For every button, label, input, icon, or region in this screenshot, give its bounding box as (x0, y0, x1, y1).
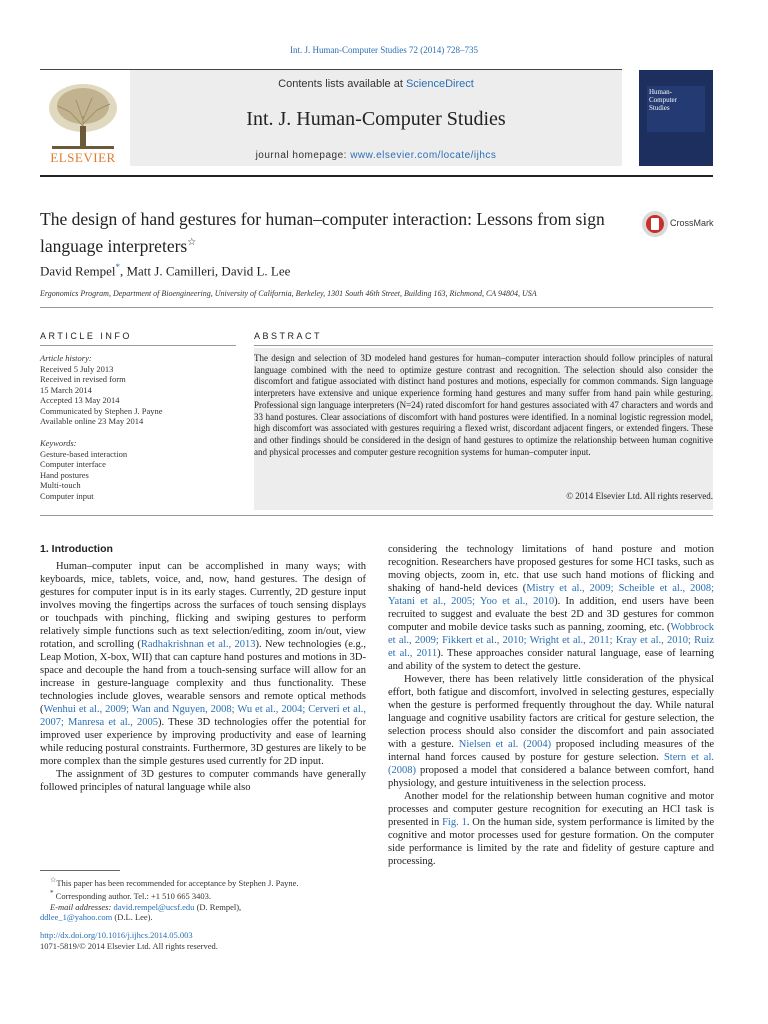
contents-line (130, 78, 622, 90)
contents-prefix: Contents lists available at (278, 78, 406, 90)
elsevier-wordmark: ELSEVIER (50, 150, 116, 165)
crossmark-badge[interactable] (641, 210, 721, 240)
sciencedirect-link[interactable]: ScienceDirect (405, 78, 474, 90)
keyword-item: Hand postures (40, 469, 89, 480)
history-item: 15 March 2014 (40, 384, 92, 395)
text-run: ). In addition, end users have been recruited to suggest and evaluate the best 2D and 3D gestures for common computer and mobile device tasks such as panning, zooming, etc. ( (388, 596, 714, 633)
crossmark-label: CrossMark (670, 218, 714, 228)
text-run: considering the technology limitations of hand posture and motion recognition. Researchers have proposed gestures for some HCI tasks, such as moving objects, zoom in, etc. that use such hand motions of flicking and shaking of hand-held devices ( (388, 544, 714, 594)
footnote-star: ☆This paper has been recommended for acceptance by Stephen J. Payne. (50, 876, 299, 888)
article-title (40, 208, 630, 258)
citation-link[interactable]: Wobbrock et al., 2009; Fikkert et al., 2010; Wright et al., 2011; Kray et al., 2010; Ruiz et al., 2011 (388, 622, 714, 659)
text-run: proposed a model that considered a balance between comfort, hand physiology, and gesture intuitiveness in the selection process. (388, 765, 714, 789)
history-item: Received 5 July 2013 (40, 363, 114, 374)
affiliation-rule (40, 307, 713, 308)
intro-paragraph (388, 543, 714, 673)
article-info-rule (40, 345, 236, 346)
affiliation: Ergonomics Program, Department of Bioengineering, University of California, Berkeley, 1301 South 46th Street, Building 163, Richmond, CA 94804, USA (40, 289, 537, 298)
footnote-emails (40, 902, 370, 913)
text-run: ). These 3D technologies offer the potential for improved user experience by improving productivity and ease of learning while reducing postural constraints. Furthermore, 3D gestures are likely to be more complex than the simple gestures used currently for 2D input. (40, 717, 366, 767)
journal-citation-link[interactable]: Int. J. Human-Computer Studies 72 (2014) 728–735 (290, 45, 478, 55)
email-owner: (D. Rempel), (194, 901, 242, 912)
footnotes (40, 875, 370, 923)
doi-block (40, 930, 218, 952)
footnote-text: This paper has been recommended for acceptance by Stephen J. Payne. (56, 877, 299, 888)
abstract-copyright: © 2014 Elsevier Ltd. All rights reserved. (566, 491, 713, 501)
citation-link[interactable]: Stern et al. (2008) (388, 752, 714, 776)
intro-paragraph (388, 790, 714, 868)
footnote-rule (40, 870, 120, 871)
text-run: . On the human side, system performance is limited by the cognitive and motor processes used for gesture formation. On the computer side performance is limited by the rate and fidelity of gesture capture and processing. (388, 817, 714, 867)
email-link[interactable]: ddlee_1@yahoo.com (40, 912, 113, 923)
citation-link[interactable]: Nielsen et al. (2004) (458, 739, 552, 750)
journal-cover (639, 70, 713, 166)
text-run: proposed including measures of the internal hand forces caused by posture for gesture selection. (388, 739, 714, 763)
issn-line: 1071-5819/© 2014 Elsevier Ltd. All rights reserved. (40, 941, 218, 951)
authors-line (40, 262, 290, 279)
doi-link[interactable]: http://dx.doi.org/10.1016/j.ijhcs.2014.05.003 (40, 930, 193, 940)
history-item: Available online 23 May 2014 (40, 416, 144, 426)
corresponding-author-mark[interactable]: * (115, 262, 120, 272)
article-history (40, 353, 236, 427)
text-run: Another model for the relationship between human cognitive and motor processes and computer gesture recognition for executing an HCI task is presented in (388, 791, 714, 828)
intro-paragraph: The assignment of 3D gestures to computer commands have generally followed principles of natural language while also (40, 769, 366, 793)
footnote-emails-cont (40, 912, 370, 923)
footnote-corresponding: * Corresponding author. Tel.: +1 510 665 3403. (50, 889, 212, 902)
text-run: ). These approaches consider natural language, ease of learning and ability of the system to detect the gesture. (388, 648, 714, 672)
elsevier-logo (40, 76, 126, 166)
keyword-item: Computer input (40, 490, 94, 501)
keyword-item: Computer interface (40, 459, 106, 469)
keyword-item: Gesture-based interaction (40, 448, 128, 459)
history-label: Article history: (40, 353, 92, 363)
body-column-left (40, 560, 366, 794)
email-link[interactable]: david.rempel@ucsf.edu (113, 901, 195, 912)
journal-homepage (130, 150, 622, 161)
history-item: Communicated by Stephen J. Payne (40, 405, 163, 416)
figure-link[interactable]: Fig. 1 (442, 817, 467, 828)
citation-link[interactable]: Radhakrishnan et al., 2013 (140, 639, 256, 650)
authors-rest: , Matt J. Camilleri, David L. Lee (119, 263, 291, 279)
abstract-heading: ABSTRACT (254, 331, 323, 341)
footnote-text: Corresponding author. Tel.: +1 510 665 3403. (55, 891, 212, 902)
journal-title: Int. J. Human-Computer Studies (246, 108, 506, 130)
header-bottom-rule (40, 175, 713, 177)
body-column-right (388, 543, 714, 868)
text-run: ). New technologies (e.g., Leap Motion, X-box, WII) that can capture hand postures and motions in 3D-space and decouple the hand from a touch-sensing surface will allow for an increase in gesture-language complexity and thus functionality. These technologies include gloves, wearable sensors and remote optical methods ( (40, 639, 366, 715)
keywords-label: Keywords: (40, 438, 77, 448)
email-owner: (D.L. Lee). (112, 912, 153, 923)
abstract-rule (254, 345, 713, 346)
citation-link[interactable]: Wenhui et al., 2009; Wan and Nguyen, 2008; Wu et al., 2004; Cerveri et al., 2007; Manresa et al., 2005 (40, 704, 366, 728)
keyword-item: Multi-touch (40, 480, 81, 490)
keywords (40, 438, 236, 501)
author-rempel: David Rempel (40, 263, 116, 279)
abstract-text: The design and selection of 3D modeled hand gestures for human–computer interaction should follow principles of natural language combined with the need to optimize gesture contrast and recognition. The selection should also consider the discomfort and fatigue associated with distinct hand postures and motions, especially for common commands. Sign language interpreters have extensive and unique experience forming hand gestures and many suffer from hand pain while gesturing. Professional sign language interpreters (N=24) rated discomfort for hand gestures associated with 47 characters and words and 33 hand postures. Clear associations of discomfort with hand postures were identified. In a nominal logistic regression model, high discomfort was associated with gestures requiring a flexed wrist, discordant adjacent fingers, or extended fingers. These and other findings should be considered in the design of hand gestures to optimize the relationship between human cognitive and physical processes and computer gesture recognition systems for human–computer input. (254, 353, 713, 457)
title-footnote-mark[interactable]: ☆ (187, 237, 197, 248)
homepage-link[interactable]: www.elsevier.com/locate/ijhcs (350, 150, 497, 161)
email-label: E-mail addresses: (50, 901, 114, 912)
intro-paragraph (388, 673, 714, 790)
homepage-prefix: journal homepage: (255, 150, 351, 161)
article-info-heading: ARTICLE INFO (40, 331, 132, 341)
history-item: Received in revised form (40, 374, 126, 384)
citation-link[interactable]: Mistry et al., 2009; Scheible et al., 2008; Yatani et al., 2005; Yoo et al., 2010 (388, 583, 714, 607)
abstract-bottom-rule (40, 515, 713, 516)
crossmark-icon (641, 210, 669, 238)
history-item: Accepted 13 May 2014 (40, 395, 120, 405)
section-heading-introduction: 1. Introduction (40, 543, 113, 555)
cover-title: Human- Computer Studies (649, 88, 677, 112)
text-run: However, there has been relatively little consideration of the physical effort, both fatigue and discomfort, involved in selecting gestures, especially when the gesture is performed frequently throughout the day. While natural language and cognitive usability factors are critical for gesture selection, the selection process should also consider the discomfort and pain associated with a gesture. (388, 674, 714, 750)
text-run: Human–computer input can be accomplished in many ways; with keyboards, mice, tablets, voice, and, now, hand gestures. The design of gestures for computer input is in its early stages. Currently, 2D gesture input involves moving the fingertips across the surfaces of touch sensing displays or touchpads with pinching, flicking and swiping gestures to perform relatively simple functions such as text selection/editing, zoom in/out, view rotation, and scrolling ( (40, 561, 366, 650)
article-title-text: The design of hand gestures for human–computer interaction: Lessons from sign language interpreters (40, 209, 605, 256)
intro-paragraph (40, 560, 366, 768)
